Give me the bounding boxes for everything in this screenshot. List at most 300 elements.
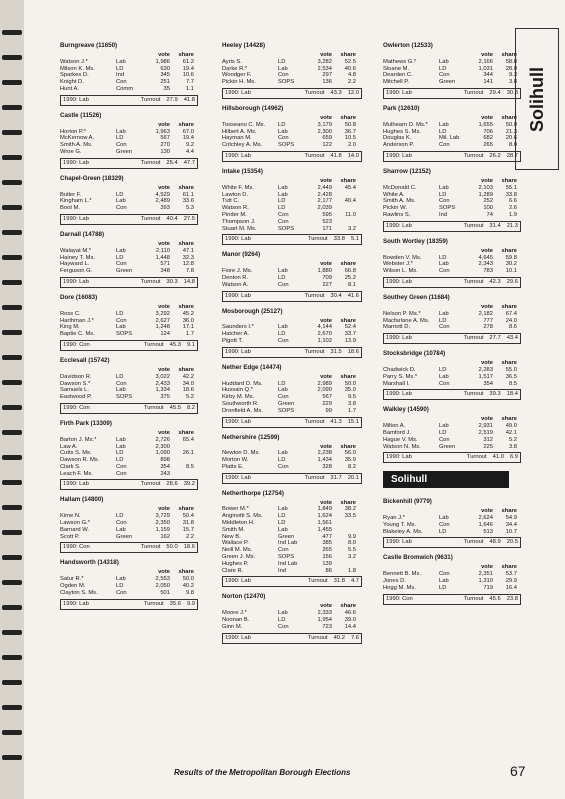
candidate-party: LD — [278, 274, 286, 281]
candidate-name: Southworth R. — [222, 400, 259, 407]
column-header-row — [222, 52, 362, 59]
candidate-share: 38.2 — [344, 506, 356, 513]
candidate-share: 1.7 — [185, 331, 194, 338]
candidate-party: SOPS — [439, 205, 456, 212]
column-header-row — [222, 603, 362, 610]
ward-section — [383, 42, 521, 99]
candidate-name: Noonan B. — [222, 617, 250, 624]
ward-title: Netherthorpe (12754) — [222, 489, 284, 497]
candidate-share: 14.4 — [344, 623, 356, 630]
candidate-row — [60, 79, 198, 86]
turnout-group — [141, 160, 195, 167]
candidate-row — [60, 331, 198, 338]
candidate-row — [222, 561, 362, 568]
candidate-name: Morton W. — [222, 457, 249, 464]
candidate-name: Bowden V. Ms. — [383, 254, 422, 261]
candidate-party: Con — [439, 268, 450, 275]
candidate-party: LD — [278, 331, 286, 338]
header-blank — [383, 304, 439, 311]
candidate-share: 9.9 — [347, 533, 356, 540]
candidate-party: LD — [278, 617, 286, 624]
candidate-votes: 2,177 — [317, 198, 332, 205]
candidate-row — [222, 185, 362, 192]
ward-section — [60, 420, 198, 491]
header-vote: vote — [320, 373, 332, 380]
turnout-label: Turnout — [307, 236, 328, 243]
header-blank — [60, 506, 116, 513]
ward-result-box — [222, 347, 362, 358]
candidate-party: Lab — [278, 184, 288, 191]
candidate-share: 54.9 — [505, 515, 517, 522]
turnout-label: Turnout — [304, 89, 325, 96]
turnout-label: Turnout — [143, 600, 164, 607]
header-blank — [383, 360, 439, 367]
candidate-votes: 385 — [322, 540, 332, 547]
candidate-votes: 783 — [483, 268, 493, 275]
candidate-name: Moore J.* — [222, 610, 247, 617]
candidate-row — [60, 135, 198, 142]
candidate-votes: 2,428 — [317, 191, 332, 198]
candidate-name: Darke R.* — [222, 65, 248, 72]
ward-title: Handsworth (14318) — [60, 559, 119, 567]
header-blank — [222, 261, 278, 268]
column-header-row — [383, 508, 521, 515]
turnout-value: 30.3 — [166, 278, 178, 285]
candidate-party: LD — [116, 135, 124, 142]
candidate-share: 19.4 — [182, 135, 194, 142]
turnout-value: 45.6 — [489, 595, 501, 602]
candidate-party: LD — [278, 58, 286, 65]
candidate-votes: 312 — [483, 436, 493, 443]
column-2 — [222, 42, 362, 650]
candidate-share: 55.0 — [505, 366, 517, 373]
candidate-party: SOPS — [116, 394, 133, 401]
candidate-party: LD — [116, 373, 124, 380]
turnout-label: Turnout — [304, 474, 325, 481]
header-blank — [439, 115, 469, 122]
candidate-name: Pickin W. — [383, 205, 407, 212]
candidate-votes: 2,182 — [478, 310, 493, 317]
majority-value: 18.6 — [183, 544, 195, 551]
majority-value: 9.9 — [186, 600, 195, 607]
ward-title: Southey Green (11684) — [383, 293, 450, 301]
candidate-row — [60, 464, 198, 471]
header-share: share — [501, 303, 517, 310]
candidate-votes: 229 — [322, 400, 332, 407]
header-blank — [222, 52, 278, 59]
candidate-share: 28.0 — [505, 65, 517, 72]
candidate-votes: 344 — [483, 72, 493, 79]
candidate-name: Dronfield A. Ms. — [222, 407, 263, 414]
header-vote: vote — [158, 303, 170, 310]
candidate-share: 3.2 — [347, 225, 356, 232]
candidate-share: 10.7 — [505, 528, 517, 535]
candidate-row — [60, 72, 198, 79]
column-header-row — [60, 506, 198, 513]
ward-title: Owlerton (12533) — [383, 42, 433, 49]
majority-value: 9.1 — [186, 341, 195, 348]
candidate-votes: 1,517 — [478, 373, 493, 380]
binding-ring — [2, 330, 22, 335]
candidate-row — [60, 387, 198, 394]
candidate-name: Hayward L. — [60, 261, 90, 268]
side-title: Solihull — [526, 66, 547, 132]
candidate-share — [332, 520, 356, 527]
candidate-name: Dawson S.* — [60, 380, 91, 387]
candidate-votes: 567 — [322, 394, 332, 401]
candidate-name: Newton D. Ms. — [222, 450, 261, 457]
candidate-votes: 2,931 — [478, 423, 493, 430]
candidate-row — [383, 79, 521, 86]
candidate-party: Lab — [439, 261, 449, 268]
candidate-name: Green J. Ms. — [222, 554, 256, 561]
previous-result: 1990: Lab — [225, 348, 251, 355]
candidate-share: 45.4 — [344, 184, 356, 191]
candidate-votes: 2,989 — [317, 380, 332, 387]
candidate-row — [60, 248, 198, 255]
header-blank — [278, 52, 308, 59]
candidate-votes: 571 — [160, 261, 170, 268]
binding-ring — [2, 605, 22, 610]
candidate-share: 50.4 — [182, 513, 194, 520]
candidate-name: White A. — [383, 191, 405, 198]
candidate-party: Con — [278, 211, 289, 218]
column-1 — [60, 42, 198, 616]
candidate-row — [222, 527, 362, 534]
turnout-value: 30.4 — [330, 292, 342, 299]
header-blank — [383, 508, 439, 515]
previous-result: 1990: Lab — [225, 89, 251, 96]
candidate-row — [222, 617, 362, 624]
header-blank — [278, 500, 308, 507]
candidate-party: Con — [439, 324, 450, 331]
header-vote: vote — [481, 508, 493, 515]
candidate-name: Macfarlane A. Ms. — [383, 317, 430, 324]
candidate-share — [332, 561, 356, 568]
candidate-votes: 706 — [483, 128, 493, 135]
ward-title: Firth Park (13309) — [60, 419, 112, 427]
previous-result: 1990: Con — [63, 544, 90, 551]
ward-result-box — [383, 88, 521, 99]
header-share: share — [501, 416, 517, 423]
header-share: share — [501, 177, 517, 184]
candidate-row — [383, 437, 521, 444]
candidate-row — [222, 394, 362, 401]
candidate-party: Green — [116, 533, 133, 540]
header-vote: vote — [158, 240, 170, 247]
candidate-party: LD — [439, 128, 447, 135]
header-vote: vote — [481, 177, 493, 184]
ward-result-box — [222, 291, 362, 302]
header-vote: vote — [158, 429, 170, 436]
candidate-name: Watson R. — [222, 205, 249, 212]
turnout-group — [141, 481, 195, 488]
majority-value: 28.7 — [506, 152, 518, 159]
candidate-row — [222, 540, 362, 547]
candidate-row — [383, 72, 521, 79]
binding-ring — [2, 205, 22, 210]
candidate-share — [332, 192, 356, 199]
majority-value: 43.4 — [506, 335, 518, 342]
candidate-share: 33.7 — [344, 331, 356, 338]
candidate-votes: 1,334 — [155, 387, 170, 394]
ward-result-box — [222, 234, 362, 245]
ward-title: Ecclesall (15742) — [60, 356, 110, 364]
candidate-party: Mil. Lab — [439, 135, 460, 142]
header-blank — [278, 318, 308, 325]
candidate-party: LD — [278, 198, 286, 205]
header-vote: vote — [481, 114, 493, 121]
majority-value: 15.1 — [347, 418, 359, 425]
candidate-votes: 1,880 — [317, 268, 332, 275]
candidate-votes: 2,039 — [317, 205, 332, 212]
candidate-votes: 2,343 — [478, 261, 493, 268]
candidate-share: 8.0 — [347, 540, 356, 547]
candidate-row — [222, 610, 362, 617]
candidate-votes: 354 — [483, 380, 493, 387]
candidate-share: 18.6 — [182, 387, 194, 394]
candidate-share: 8.1 — [347, 281, 356, 288]
candidate-party: Lab — [278, 450, 288, 457]
candidate-party: Con — [278, 547, 289, 554]
candidate-party: LD — [439, 191, 447, 198]
candidate-share: 31.8 — [182, 520, 194, 527]
candidate-share: 8.6 — [508, 324, 517, 331]
candidate-share: 61.1 — [182, 191, 194, 198]
candidate-name: Lawson G.* — [60, 520, 90, 527]
candidate-name: Bower M.* — [222, 506, 249, 513]
candidate-row — [222, 129, 362, 136]
candidate-name: Smith A. Ms. — [383, 198, 416, 205]
candidate-row — [222, 59, 362, 66]
header-blank — [222, 603, 278, 610]
candidate-row — [383, 529, 521, 536]
turnout-group — [144, 405, 195, 412]
candidate-party: Con — [116, 142, 127, 149]
turnout-value: 33.8 — [333, 236, 345, 243]
header-share: share — [178, 569, 194, 576]
column-header-row — [222, 500, 362, 507]
turnout-label: Turnout — [463, 152, 484, 159]
candidate-votes: 709 — [322, 274, 332, 281]
candidate-name: Neill M. Ms. — [222, 547, 253, 554]
turnout-label: Turnout — [463, 278, 484, 285]
turnout-group — [305, 90, 359, 97]
candidate-party: Lab — [439, 121, 449, 128]
candidate-name: Hughes S. Ms. — [383, 128, 422, 135]
candidate-votes: 270 — [160, 142, 170, 149]
candidate-votes: 3,022 — [155, 373, 170, 380]
candidate-party: Lab — [439, 310, 449, 317]
candidate-votes: 139 — [322, 560, 332, 567]
candidate-share: 29.9 — [505, 578, 517, 585]
candidate-votes: 156 — [322, 554, 332, 561]
candidate-share: 50.0 — [344, 380, 356, 387]
header-blank — [278, 178, 308, 185]
candidate-party: Con — [116, 380, 127, 387]
majority-value: 18.4 — [506, 391, 518, 398]
candidate-votes: 1,455 — [317, 526, 332, 533]
candidate-share: 40.6 — [344, 65, 356, 72]
candidate-party: Lab — [278, 191, 288, 198]
candidate-name: Walayat M.* — [60, 247, 92, 254]
header-vote: vote — [320, 443, 332, 450]
ward-section — [222, 168, 362, 245]
binding-ring — [2, 30, 22, 35]
turnout-label: Turnout — [307, 634, 328, 641]
candidate-name: Critchley A. Ms. — [222, 142, 263, 149]
candidate-row — [60, 198, 198, 205]
candidate-row — [222, 534, 362, 541]
turnout-value: 39.3 — [489, 391, 501, 398]
candidate-share: 50.0 — [182, 576, 194, 583]
ward-section — [222, 308, 362, 358]
header-share: share — [178, 240, 194, 247]
ward-result-box — [60, 599, 198, 610]
candidate-share: 58.8 — [505, 58, 517, 65]
majority-value: 21.3 — [506, 222, 518, 229]
candidate-votes: 3,729 — [155, 513, 170, 520]
candidate-votes: 162 — [160, 533, 170, 540]
turnout-group — [141, 216, 195, 223]
header-blank — [439, 360, 469, 367]
turnout-value: 42.3 — [489, 278, 501, 285]
binding-ring — [2, 505, 22, 510]
candidate-name: Hilbert A. Ms. — [222, 128, 257, 135]
ward-title: South Wortley (18359) — [383, 237, 448, 245]
candidate-name: Hughes P. — [222, 560, 249, 567]
header-blank — [439, 52, 469, 59]
candidate-party: LD — [278, 380, 286, 387]
previous-result: 1990: Lab — [63, 481, 89, 488]
ward-result-box — [222, 576, 362, 587]
candidate-name: Hussain Q.* — [222, 387, 253, 394]
candidate-votes: 393 — [160, 205, 170, 212]
turnout-group — [305, 419, 359, 426]
candidate-share: 2.2 — [185, 533, 194, 540]
candidate-row — [60, 149, 198, 156]
previous-result: 1990: Lab — [386, 222, 412, 229]
candidate-share: 61.2 — [182, 58, 194, 65]
candidate-party: Lab — [116, 443, 126, 450]
candidate-votes: 1,090 — [155, 450, 170, 457]
candidate-votes: 74 — [486, 211, 493, 218]
candidate-votes: 1,655 — [478, 121, 493, 128]
candidate-party: Green — [116, 148, 133, 155]
candidate-share: 3.2 — [347, 554, 356, 561]
turnout-label: Turnout — [304, 348, 325, 355]
candidate-name: Dawson R. Ms. — [60, 457, 100, 464]
candidate-party: Green — [439, 79, 456, 86]
ward-title: Norton (12470) — [222, 593, 266, 601]
candidate-share: 42.2 — [182, 373, 194, 380]
candidate-row — [60, 457, 198, 464]
candidate-row — [383, 261, 521, 268]
header-share: share — [340, 261, 356, 268]
ward-result-box — [222, 417, 362, 428]
candidate-party: Con — [278, 623, 289, 630]
candidate-share: 5.2 — [185, 394, 194, 401]
header-vote: vote — [320, 317, 332, 324]
binding-ring — [2, 455, 22, 460]
turnout-group — [308, 635, 359, 642]
previous-result: 1990: Lab — [63, 278, 89, 285]
turnout-value: 28.6 — [166, 481, 178, 488]
ward-title: Intake (15354) — [222, 167, 263, 175]
candidate-votes: 777 — [483, 317, 493, 324]
ward-result-box — [383, 333, 521, 344]
candidate-party: Lab — [278, 128, 288, 135]
candidate-name: McDonald C. — [383, 184, 417, 191]
candidate-row — [60, 142, 198, 149]
candidate-party: LD — [439, 429, 447, 436]
candidate-row — [60, 324, 198, 331]
candidate-votes: 1,954 — [317, 617, 332, 624]
ward-section — [222, 105, 362, 162]
candidate-name: Bamford J. — [383, 429, 412, 436]
candidate-votes: 243 — [160, 470, 170, 477]
previous-result: 1990: Lab — [225, 474, 251, 481]
candidate-votes: 2,050 — [155, 583, 170, 590]
candidate-row — [222, 66, 362, 73]
binding-ring — [2, 280, 22, 285]
column-header-row — [383, 115, 521, 122]
candidate-party: Lab — [116, 198, 126, 205]
candidate-party: SOPS — [278, 554, 295, 561]
candidate-party: Con — [278, 281, 289, 288]
candidate-row — [383, 66, 521, 73]
candidate-share: 33.6 — [182, 198, 194, 205]
candidate-party: Lab — [278, 268, 288, 275]
ward-result-box — [383, 151, 521, 162]
column-header-row — [60, 185, 198, 192]
column-header-row — [383, 416, 521, 423]
turnout-value: 43.3 — [330, 89, 342, 96]
header-share: share — [178, 366, 194, 373]
header-blank — [439, 416, 469, 423]
header-blank — [278, 444, 308, 451]
turnout-label: Turnout — [140, 544, 161, 551]
candidate-row — [222, 450, 362, 457]
candidate-row — [60, 437, 198, 444]
candidate-party: Con — [278, 135, 289, 142]
candidate-row — [383, 430, 521, 437]
candidate-party: LD — [278, 520, 286, 527]
candidate-share: 9.3 — [508, 72, 517, 79]
candidate-share — [332, 527, 356, 534]
majority-value: 5.1 — [350, 236, 359, 243]
candidate-name: Watson A. — [222, 281, 249, 288]
candidate-share: 40.4 — [344, 198, 356, 205]
candidate-votes: 2,627 — [155, 317, 170, 324]
ward-section — [383, 406, 521, 463]
candidate-name: Chadwick D. — [383, 366, 416, 373]
previous-result: 1990: Lab — [225, 578, 251, 585]
ward-result-box — [383, 537, 521, 548]
candidate-votes: 1,963 — [155, 128, 170, 135]
candidate-votes: 2,351 — [478, 571, 493, 578]
column-header-row — [383, 178, 521, 185]
ward-section — [60, 175, 198, 225]
candidate-party: Con — [116, 589, 127, 596]
candidate-votes: 1,289 — [478, 191, 493, 198]
header-share: share — [340, 52, 356, 58]
candidate-row — [222, 408, 362, 415]
candidate-name: Marshall I. — [383, 380, 410, 387]
candidate-row — [222, 554, 362, 561]
candidate-votes: 477 — [322, 533, 332, 540]
header-vote: vote — [481, 360, 493, 367]
